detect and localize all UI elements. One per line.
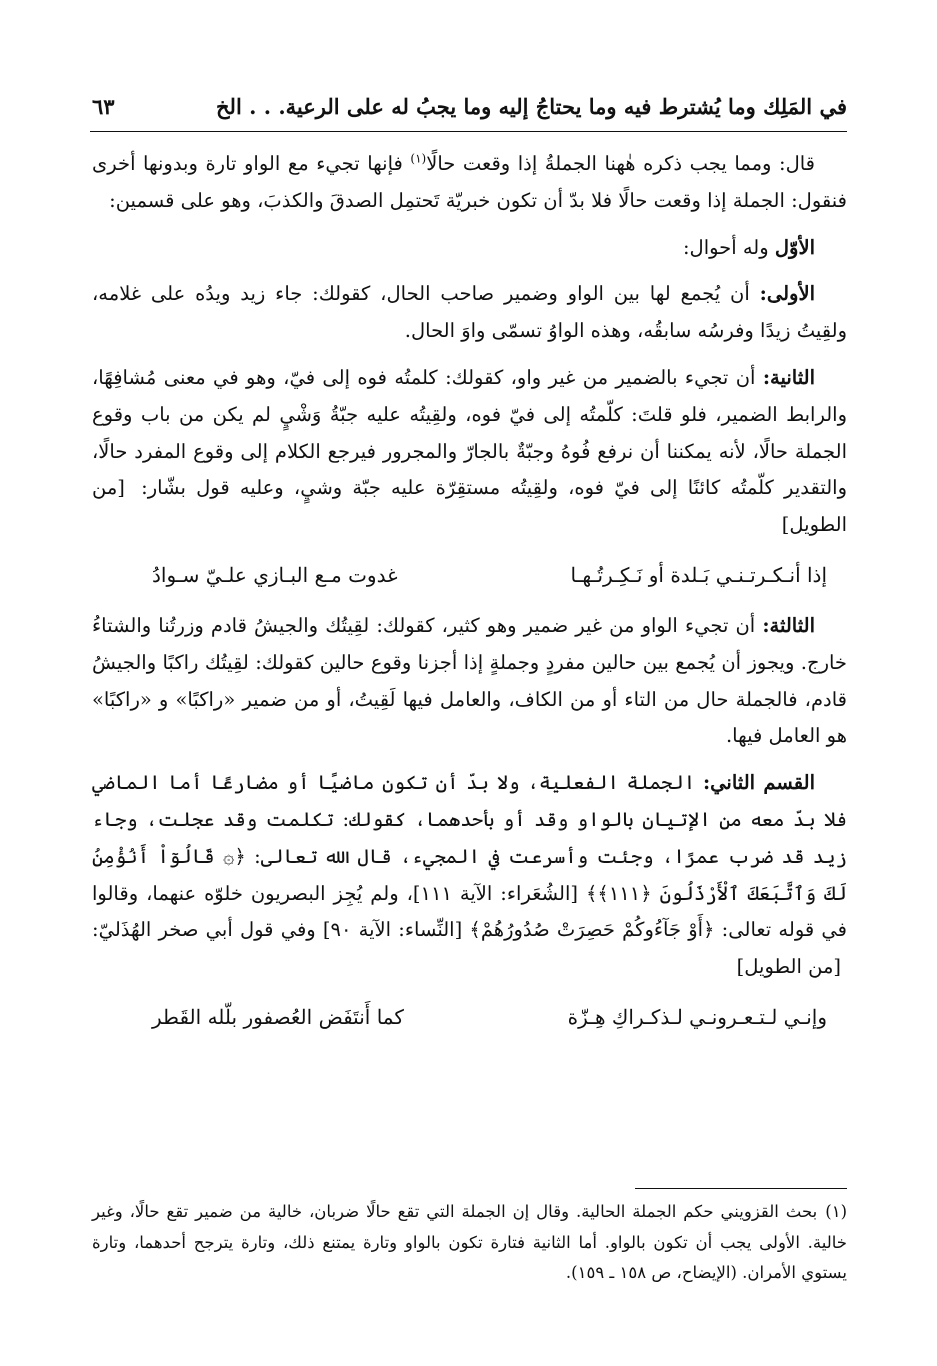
footnote-rule bbox=[635, 1188, 847, 1189]
paragraph-text: قال: ومما يجب ذكره هٰهنا الجملةُ إذا وقعت حالًا bbox=[426, 152, 815, 175]
meter-label: [من الطويل] bbox=[92, 476, 847, 537]
footnotes bbox=[92, 1197, 847, 1289]
footnote-reference[interactable]: (١) bbox=[410, 151, 427, 166]
page-number: ٦٣ bbox=[92, 93, 115, 119]
case-heading: الثالثة: bbox=[762, 613, 815, 637]
running-head bbox=[92, 86, 847, 126]
paragraph-text: أن يُجمع لها بين الواو وضمير صاحب الحال، كقولك: جاء زيد ويدُه على غلامه، ولقِيتُ زيدًا وفرسُه سابقُه، وهذه الواوُ تسمّى واوَ الحال. bbox=[92, 282, 847, 343]
paragraph-first-case bbox=[92, 276, 847, 350]
paragraph-first-division bbox=[92, 230, 847, 267]
case-heading: الأولى: bbox=[759, 282, 815, 306]
verse-second-hemistich: كما أَنتَفَض العُصفور بلّله القَطر bbox=[152, 1004, 404, 1029]
meter-label: [من الطويل] bbox=[736, 955, 841, 979]
paragraph-text: أن تجيء الواو من غير ضمير وهو كثير، كقولك: لقِيتُك والجيشُ قادم وزرتُنا والشتاءُ خارج. ويجوز أن يُجمع بين حالين مفردٍ وجملةٍ إذا أجزنا وقوع حالين كقولك: لقِيتُك راكبًا والجيشُ قادم، فالجملة حال من التاء أو من الكاف، والعامل فيها لَقِيتُ، أو من ضمير «راكبًا» و «راكبًا» هو العامل فيها. bbox=[92, 613, 847, 748]
paragraph-text: أن تجيء بالضمير من غير واو، كقولك: كلمتُه فوه إلى فيّ، وهو في معنى مُشافِهًا، والرابط الضمير، فلو قلتَ: كلّمتُه إلى فيّ فوه، ولقِيتُه عليه جبّةُ وَشْيٍ لم يكن من باب وقوع الجملة حالًا، لأنه يمكننا أن نرفع فُوهُ وجبّةٌ بالجارّ والمجرور فيرجع الكلام إلى وقوع المفرد حالًا، والتقدير كلّمتُه كائنًا إلى فيّ فوه، ولقِيتُه مستقِرّة عليه جبّة وشيٍ، وعليه قول بشّار: bbox=[92, 365, 848, 500]
paragraph-second-division bbox=[92, 765, 847, 986]
verse-first-hemistich: وإنـي لـتـعـرونـي لـذكـراكِ هِـزّة bbox=[567, 1004, 827, 1029]
header-rule bbox=[90, 131, 847, 132]
paragraph-text: الجملة الفعلية، ولا بدّ أن تكون ماضيًا أو مضارعًا أما الماضي فلا بدّ معه من الإتيان بالواو وقد أو بأحدهما، كقولك: تكلمت وقد عجلت، وجاء زيد قد ضرب عمرًا، وجئت وأسرعت في المجيء، قال الله تعالى: ﴿۞ قَالُوٓاْ أَنُؤْمِنُ لَكَ وَٱتَّبَعَكَ ٱلْأَرْذَلُونَ ﴿١١١﴾﴾ [الشُعَراء: الآية ١١١]، ولم يُجِز البصريون خلوّه عنهما، وقالوا في قوله تعالى: ﴿أَوْ جَآءُوكُمْ حَصِرَتْ صُدُورُهُمْ﴾ [النِّساء: الآية ٩٠] وفي قول أبي صخر الهُذَليّ: bbox=[92, 771, 847, 942]
main-text bbox=[92, 146, 847, 1050]
paragraph-text: فإنها تجيء مع الواو تارة وبدونها أخرى فنقول: الجملة إذا وقعت حالًا فلا بدّ أن تكون خبريّة تَحتمِل الصدقَ والكذبَ، وهو على قسمين: bbox=[92, 152, 847, 212]
verse-first-hemistich: إذا أنـكـرتـنـي بَـلدة أو نَـكِـرتُـهـا bbox=[570, 562, 827, 587]
paragraph-intro bbox=[92, 146, 847, 220]
poetry-verse bbox=[92, 996, 847, 1038]
running-title: في المَلِك وما يُشترط فيه وما يحتاجُ إليه وما يجبُ له على الرعية. . . الخ bbox=[215, 93, 847, 119]
footnote-marker: (١) bbox=[825, 1202, 847, 1221]
paragraph-second-case bbox=[92, 360, 847, 544]
section-heading: الأوّل bbox=[774, 235, 815, 259]
section-heading: القسم الثاني: bbox=[702, 771, 815, 795]
paragraph-third-case bbox=[92, 608, 847, 755]
footnote-text: بحث القزويني حكم الجملة الحالية. وقال إن الجملة التي تقع حالًا ضربان، خالية من ضمير تقع حالًا، وغير خالية. الأولى يجب أن تكون بالواو. أما الثانية فتارة تكون بالواو وتارة يمتنع ذلك، وتارة يترجح أحدهما، وتارة يستوي الأمران. (الإيضاح، ص ١٥٨ ـ ١٥٩). bbox=[92, 1202, 847, 1282]
poetry-verse bbox=[92, 554, 847, 596]
case-heading: الثانية: bbox=[762, 365, 815, 389]
verse-second-hemistich: غدوت مـع البـازي علـيّ سـوادُ bbox=[152, 562, 398, 587]
paragraph-text: وله أحوال: bbox=[682, 235, 775, 259]
